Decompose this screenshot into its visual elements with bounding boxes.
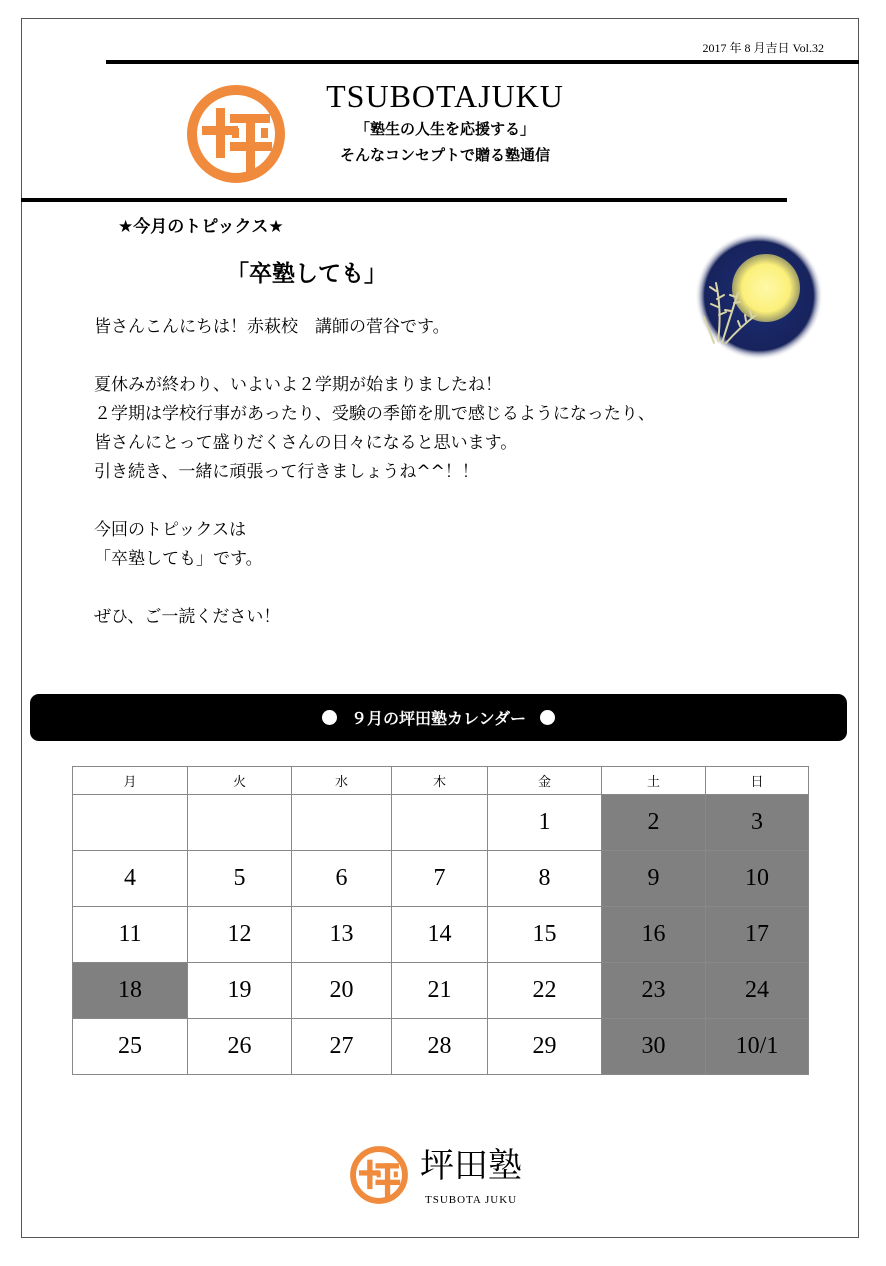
weekday-tue: 火 (188, 767, 292, 795)
calendar-day-cell: 4 (73, 851, 188, 907)
calendar-day-cell (73, 795, 188, 851)
calendar-day-cell: 16 (602, 907, 706, 963)
calendar-day-cell: 17 (706, 907, 809, 963)
newsletter-tagline-1: 「塾生の人生を応援する」 (354, 120, 535, 138)
article-line: 皆さんにとって盛りだくさんの日々になると思います。 (94, 433, 518, 453)
calendar-day-cell: 15 (488, 907, 602, 963)
weekday-sat: 土 (602, 767, 706, 795)
weekday-thu: 木 (392, 767, 488, 795)
footer-brand-name: 坪田塾 (420, 1146, 522, 1186)
newsletter-title: TSUBOTAJUKU (326, 78, 564, 114)
paragraph-gap (94, 342, 655, 371)
article-line: 引き続き、一緒に頑張って行きましょうね^^！！ (94, 462, 479, 482)
calendar-week-row (73, 795, 809, 851)
calendar-day-cell: 5 (188, 851, 292, 907)
calendar-day-cell: 18 (73, 963, 188, 1019)
footer-logo-icon (347, 1142, 411, 1208)
calendar-day-cell (292, 795, 392, 851)
calendar-day-cell: 9 (602, 851, 706, 907)
paragraph-gap (94, 574, 655, 603)
calendar-day-cell: 10 (706, 851, 809, 907)
calendar-day-cell: 10/1 (706, 1019, 809, 1075)
calendar-day-cell: 14 (392, 907, 488, 963)
calendar-week-row (73, 907, 809, 963)
moon-susuki-illustration (694, 231, 824, 361)
article-line: 皆さんこんにちは！赤萩校 講師の菅谷です。 (94, 317, 450, 337)
calendar-day-cell: 28 (392, 1019, 488, 1075)
calendar-day-cell: 2 (602, 795, 706, 851)
weekday-fri: 金 (488, 767, 602, 795)
header-rule-bottom (21, 198, 787, 202)
calendar-week-row (73, 1019, 809, 1075)
article-body (94, 313, 655, 632)
calendar-day-cell: 22 (488, 963, 602, 1019)
calendar-day-cell: 24 (706, 963, 809, 1019)
calendar-day-cell: 20 (292, 963, 392, 1019)
footer-brand-romaji: TSUBOTA JUKU (425, 1194, 518, 1206)
weekday-mon: 月 (73, 767, 188, 795)
calendar-day-cell: 1 (488, 795, 602, 851)
topics-heading: ★今月のトピックス★ (118, 217, 284, 237)
article-line: 夏休みが終わり、いよいよ２学期が始まりましたね！ (94, 375, 502, 395)
paragraph-gap (94, 487, 655, 516)
calendar-day-cell: 8 (488, 851, 602, 907)
article-line: 今回のトピックスは (94, 520, 247, 540)
header-rule-top (106, 60, 859, 64)
calendar-day-cell: 12 (188, 907, 292, 963)
issue-date: 2017 年 8 月吉日 Vol.32 (702, 41, 824, 55)
calendar-banner-label: ９月の坪田塾カレンダー (351, 709, 526, 728)
calendar-weekday-row (73, 767, 809, 795)
calendar-day-cell: 23 (602, 963, 706, 1019)
calendar-table (72, 766, 809, 1075)
calendar-day-cell: 19 (188, 963, 292, 1019)
calendar-day-cell: 13 (292, 907, 392, 963)
calendar-day-cell: 7 (392, 851, 488, 907)
calendar-body (73, 795, 809, 1075)
article-line: 「卒塾しても」です。 (94, 549, 263, 569)
bullet-dot-icon (322, 710, 337, 725)
weekday-sun: 日 (706, 767, 809, 795)
weekday-wed: 水 (292, 767, 392, 795)
calendar-day-cell: 26 (188, 1019, 292, 1075)
calendar-day-cell: 6 (292, 851, 392, 907)
masthead (300, 76, 590, 168)
article-line: ２学期は学校行事があったり、受験の季節を肌で感じるようになったり、 (94, 404, 655, 424)
calendar-day-cell: 25 (73, 1019, 188, 1075)
bullet-dot-icon (540, 710, 555, 725)
article-line: ぜひ、ご一読ください！ (94, 607, 281, 627)
calendar-day-cell (392, 795, 488, 851)
calendar-week-row (73, 851, 809, 907)
calendar-day-cell: 30 (602, 1019, 706, 1075)
calendar-day-cell: 27 (292, 1019, 392, 1075)
calendar-day-cell (188, 795, 292, 851)
calendar-banner (30, 694, 847, 741)
article-title: 「卒塾しても」 (226, 261, 387, 287)
calendar-day-cell: 3 (706, 795, 809, 851)
tsubota-logo-icon (186, 78, 286, 190)
calendar-day-cell: 29 (488, 1019, 602, 1075)
calendar-day-cell: 21 (392, 963, 488, 1019)
calendar-day-cell: 11 (73, 907, 188, 963)
calendar-week-row (73, 963, 809, 1019)
newsletter-tagline-2: そんなコンセプトで贈る塾通信 (339, 146, 550, 164)
